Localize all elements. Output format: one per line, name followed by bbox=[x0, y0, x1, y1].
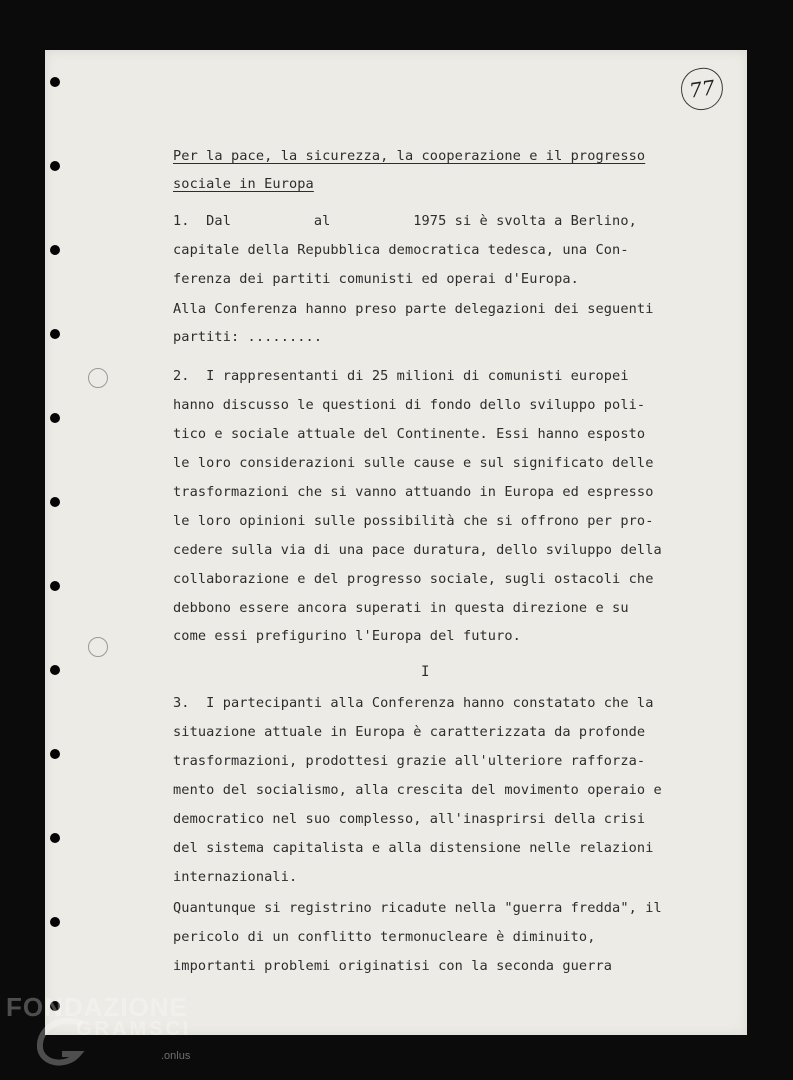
binder-hole bbox=[50, 581, 60, 591]
text-line: hanno discusso le questioni di fondo dello sviluppo poli- bbox=[173, 397, 646, 413]
document-title-line: Per la pace, la sicurezza, la cooperazione e il progresso bbox=[173, 148, 646, 164]
text-line: internazionali. bbox=[173, 869, 298, 885]
binder-hole bbox=[50, 665, 60, 675]
text-line: partiti: ......... bbox=[173, 329, 323, 345]
text-line: debbono essere ancora superati in questa direzione e su bbox=[173, 600, 629, 616]
punch-mark bbox=[88, 637, 108, 657]
text-line: collaborazione e del progresso sociale, sugli ostacoli che bbox=[173, 571, 654, 587]
watermark-suffix: .onlus bbox=[161, 1050, 191, 1062]
text-line: mento del socialismo, alla crescita del movimento operaio e bbox=[173, 782, 662, 798]
text-line: 2. I rappresentanti di 25 milioni di comunisti europei bbox=[173, 368, 629, 384]
binder-hole bbox=[50, 497, 60, 507]
text-line: come essi prefigurino l'Europa del futuro. bbox=[173, 628, 521, 644]
binder-hole bbox=[50, 161, 60, 171]
watermark-line1: FONDAZIONE bbox=[6, 992, 188, 1022]
text-line: Alla Conferenza hanno preso parte delegazioni dei seguenti bbox=[173, 301, 654, 317]
watermark-line2: GRAMSCI bbox=[76, 1018, 192, 1040]
punch-mark bbox=[88, 368, 108, 388]
binder-hole bbox=[50, 749, 60, 759]
handwritten-page-number: 77 bbox=[678, 65, 725, 112]
fondazione-gramsci-watermark bbox=[6, 992, 201, 1074]
text-line: le loro opinioni sulle possibilità che si offrono per pro- bbox=[173, 513, 654, 529]
text-line: pericolo di un conflitto termonucleare è diminuito, bbox=[173, 929, 596, 945]
binder-hole bbox=[50, 413, 60, 423]
document-title-line: sociale in Europa bbox=[173, 176, 314, 192]
text-line: situazione attuale in Europa è caratterizzata da profonde bbox=[173, 724, 646, 740]
text-line: 1. Dal al 1975 si è svolta a Berlino, bbox=[173, 213, 637, 229]
text-line: cedere sulla via di una pace duratura, dello sviluppo della bbox=[173, 542, 662, 558]
text-line: capitale della Repubblica democratica tedesca, una Con- bbox=[173, 242, 629, 258]
binder-hole bbox=[50, 917, 60, 927]
text-line: 3. I partecipanti alla Conferenza hanno constatato che la bbox=[173, 695, 654, 711]
text-line: tico e sociale attuale del Continente. Essi hanno esposto bbox=[173, 426, 646, 442]
text-line: trasformazioni, prodottesi grazie all'ulteriore rafforza- bbox=[173, 753, 646, 769]
text-line: democratico nel suo complesso, all'inasprirsi della crisi bbox=[173, 811, 646, 827]
text-line: trasformazioni che si vanno attuando in Europa ed espresso bbox=[173, 484, 654, 500]
section-numeral: I bbox=[421, 664, 430, 680]
binder-hole bbox=[50, 77, 60, 87]
text-line: del sistema capitalista e alla distensione nelle relazioni bbox=[173, 840, 654, 856]
text-line: Quantunque si registrino ricadute nella "guerra fredda", il bbox=[173, 900, 662, 916]
text-line: importanti problemi originatisi con la seconda guerra bbox=[173, 958, 613, 974]
binder-hole bbox=[50, 245, 60, 255]
binder-hole bbox=[50, 833, 60, 843]
text-line: ferenza dei partiti comunisti ed operai d'Europa. bbox=[173, 271, 579, 287]
text-line: le loro considerazioni sulle cause e sul significato delle bbox=[173, 455, 654, 471]
binder-hole bbox=[50, 329, 60, 339]
